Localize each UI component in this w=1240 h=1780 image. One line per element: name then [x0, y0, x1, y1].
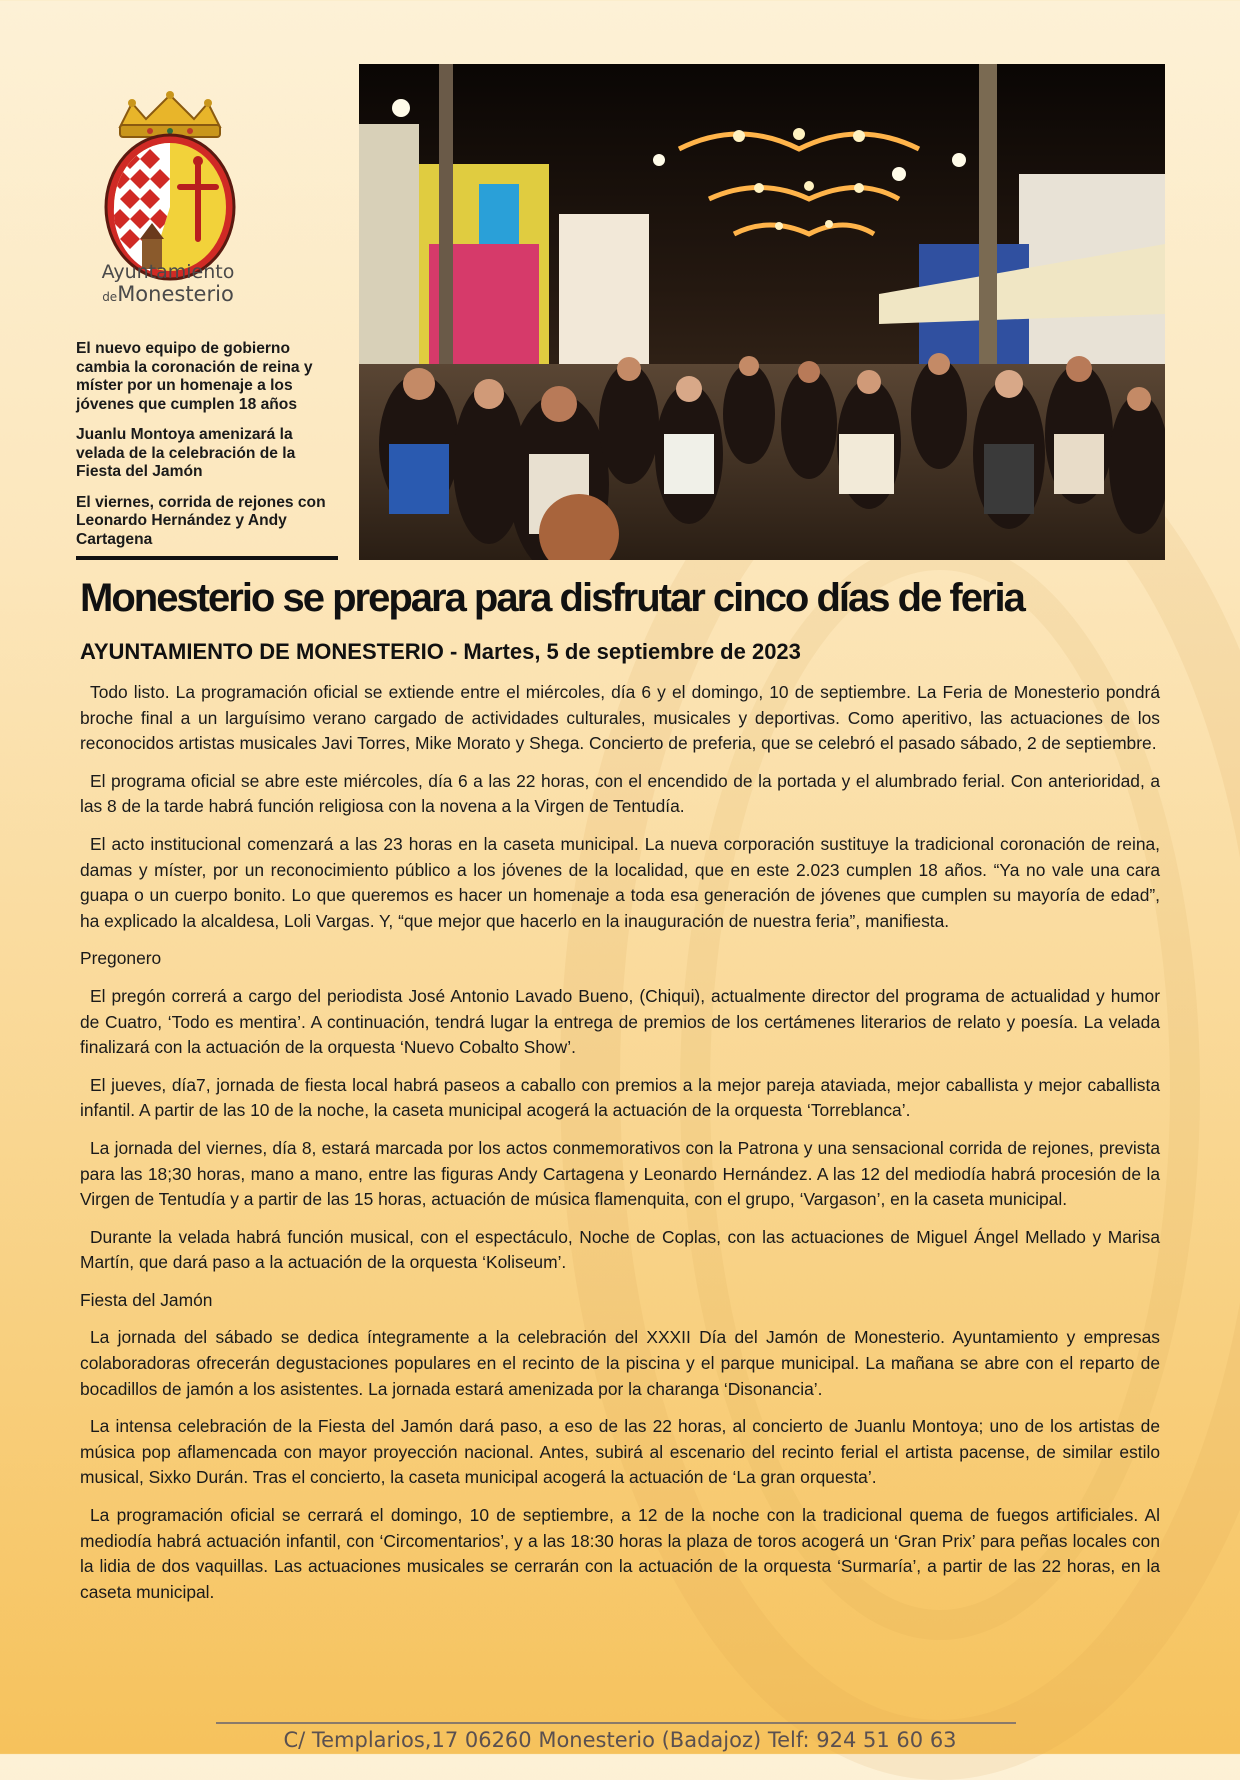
logo-text-line1: Ayuntamiento [101, 261, 235, 283]
article-paragraph: La intensa celebración de la Fiesta del Jamón dará paso, a eso de las 22 horas, al concierto de Juanlu Montoya; uno de los artistas de música pop aflamencada con mayor proyección nacional. Antes, subirá al escenario del recinto ferial el artista pacense, de similar estilo musical, Sixko Durán. Tras el concierto, la caseta municipal acogerá la actuación de ‘La gran orquesta’. [80, 1416, 1160, 1488]
highlight-item: El nuevo equipo de gobierno cambia la coronación de reina y míster por un homenaje a los jóvenes que cumplen 18 años [76, 340, 313, 413]
highlight-item: Juanlu Montoya amenizará la velada de la celebración de la Fiesta del Jamón [76, 426, 296, 480]
article-paragraph: El programa oficial se abre este miércoles, día 6 a las 22 horas, con el encendido de la portada y el alumbrado ferial. Con anterioridad, a las 8 de la tarde habrá función religiosa con la novena a la Virgen de Tentudía. [80, 770, 1160, 817]
section-subheading: Pregonero [80, 948, 162, 969]
article-paragraph: El acto institucional comenzará a las 23 horas en la caseta municipal. La nueva corporación sustituye la tradicional coronación de reina, damas y míster, por un reconocimiento público a los jóvenes de la localidad, que en este 2.023 cumplen 18 años. “Ya no vale una cara guapa o un cuerpo bonito. Lo que queremos es hacer un homenaje a toda esa generación de jóvenes que cumplen su mayoría de edad”, ha explicado la alcaldesa, Loli Vargas. Y, “que mejor que hacerlo en la inauguración de nuestra feria”, manifiesta. [80, 833, 1160, 931]
logo-text-line2 [88, 282, 248, 306]
article-paragraph: El pregón correrá a cargo del periodista José Antonio Lavado Bueno, (Chiqui), actualmente director del programa de actualidad y humor de Cuatro, ‘Todo es mentira’. A continuación, tendrá lugar la entrega de premios de los certámenes literarios de relato y poesía. La velada finalizará con la actuación de la orquesta ‘Nuevo Cobalto Show’. [80, 985, 1160, 1058]
article-paragraph: La programación oficial se cerrará el domingo, 10 de septiembre, a 12 de la noche con la tradicional quema de fuegos artificiales. Al mediodía habrá actuación infantil, con ‘Circomentarios’, y a las 18:30 horas la plaza de toros acogerá un ‘Gran Prix’ para peñas locales con la lidia de dos vaquillas. Las actuaciones musicales se cerrarán con la actuación de la orquesta ‘Surmaría’, a partir de las 22 horas, en la caseta municipal. [80, 1505, 1160, 1602]
logo-text-prefix: de [102, 290, 118, 304]
logo-text-town: Monesterio [117, 282, 234, 306]
article-byline: AYUNTAMIENTO DE MONESTERIO - Martes, 5 de septiembre de 2023 [80, 639, 801, 664]
article-paragraph: El jueves, día7, jornada de fiesta local habrá paseos a caballo con premios a la mejor pareja ataviada, mejor caballista y mejor caballista infantil. A partir de las 10 de la noche, la caseta municipal acogerá la actuación de la orquesta ‘Torreblanca’. [80, 1074, 1160, 1121]
article-title: Monesterio se prepara para disfrutar cinco días de feria [80, 576, 1024, 620]
highlights-rule [76, 556, 338, 560]
article-paragraph: La jornada del viernes, día 8, estará marcada por los actos conmemorativos con la Patrona y una sensacional corrida de rejones, prevista para las 18;30 horas, mano a mano, entre las figuras Andy Cartagena y Leonardo Hernández. A las 12 del mediodía habrá procesión de la Virgen de Tentudía y a partir de las 15 horas, actuación de música flamenquita, con el grupo, ‘Vargason’, en la caseta municipal. [80, 1137, 1160, 1210]
article-body [80, 680, 1160, 1617]
highlight-item: El viernes, corrida de rejones con Leonardo Hernández y Andy Cartagena [76, 493, 326, 548]
footer-rule [216, 1722, 1016, 1724]
article-paragraph: Durante la velada habrá función musical, con el espectáculo, Noche de Coplas, con las actuaciones de Miguel Ángel Mellado y Marisa Martín, que dará paso a la actuación de la orquesta ‘Koliseum’. [80, 1226, 1160, 1273]
section-subheading: Fiesta del Jamón [80, 1289, 213, 1310]
highlights-list [76, 340, 338, 561]
article-paragraph: Todo listo. La programación oficial se extiende entre el miércoles, día 6 y el domingo, 10 de septiembre. La Feria de Monesterio pondrá broche final a un larguísimo verano cargado de actividades culturales, musicales y deportivas. Como aperitivo, las actuaciones de los reconocidos artistas musicales Javi Torres, Mike Morato y Shega. Concierto de preferia, que se celebró el pasado sábado, 2 de septiembre. [80, 682, 1160, 754]
fair-night-photo [359, 64, 1165, 560]
article-paragraph: La jornada del sábado se dedica íntegramente a la celebración del XXXII Día del Jamón de Monesterio. Ayuntamiento y empresas colaboradoras ofrecerán degustaciones populares en el recinto de la piscina y el parque municipal. La mañana se abre con el reparto de bocadillos de jamón a los asistentes. La jornada estará amenizada por la charanga ‘Disonancia’. [80, 1327, 1160, 1399]
footer-address: C/ Templarios,17 06260 Monesterio (Badajoz) Telf: 924 51 60 63 [283, 1728, 957, 1752]
